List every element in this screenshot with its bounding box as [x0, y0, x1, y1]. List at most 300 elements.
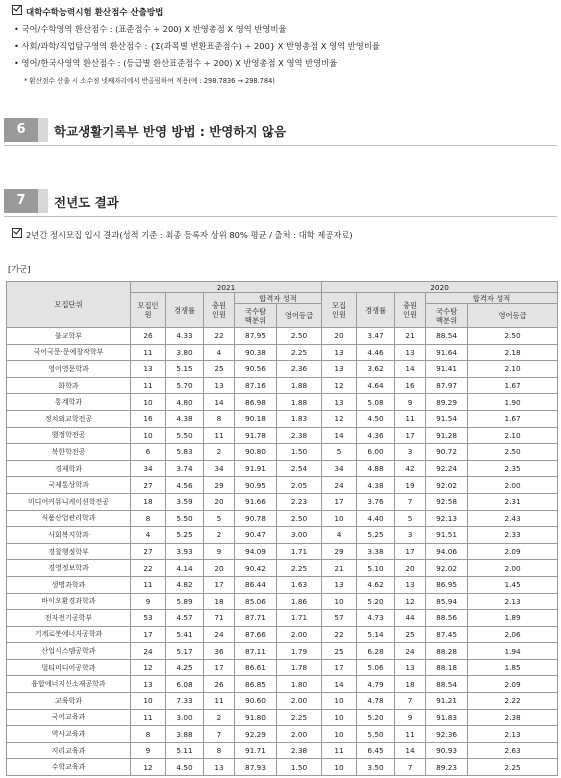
table-row — [7, 527, 558, 544]
formula-bullet-1: • 국어/수학영역 환산점수 : (표준점수 ÷ 200) X 반영총점 X 영역 반영비율 — [14, 24, 287, 34]
value-cell: 1.50 — [277, 759, 322, 776]
value-cell: 24 — [395, 643, 426, 660]
value-cell: 5.15 — [166, 361, 204, 378]
value-cell: 4.64 — [357, 377, 395, 394]
value-cell: 22 — [204, 328, 235, 345]
unit-name-cell: 역사교육과 — [7, 726, 131, 743]
value-cell: 92.02 — [426, 560, 468, 577]
unit-name-cell: 지리교육과 — [7, 742, 131, 759]
value-cell: 17 — [131, 626, 166, 643]
unit-name-cell: 불교학부 — [7, 328, 131, 345]
value-cell: 4.88 — [357, 460, 395, 477]
results-note — [12, 228, 353, 241]
value-cell: 13 — [395, 659, 426, 676]
value-cell: 18 — [131, 493, 166, 510]
value-cell: 88.28 — [426, 643, 468, 660]
value-cell: 87.66 — [235, 626, 277, 643]
value-cell: 11 — [204, 427, 235, 444]
value-cell: 5 — [322, 444, 357, 461]
value-cell: 10 — [322, 709, 357, 726]
unit-name-cell: 미디어커뮤니케이션학전공 — [7, 493, 131, 510]
value-cell: 4.25 — [166, 659, 204, 676]
value-cell: 91.64 — [426, 344, 468, 361]
unit-name-cell: 바이오환경과학과 — [7, 593, 131, 610]
unit-name-cell: 기계로봇에너지공학과 — [7, 626, 131, 643]
value-cell: 11 — [204, 693, 235, 710]
value-cell: 2.00 — [468, 477, 558, 494]
value-cell: 90.47 — [235, 527, 277, 544]
value-cell: 25 — [322, 643, 357, 660]
unit-name-cell: 수학교육과 — [7, 759, 131, 776]
value-cell: 6.08 — [166, 676, 204, 693]
value-cell: 2 — [204, 709, 235, 726]
value-cell: 88.54 — [426, 676, 468, 693]
value-cell: 90.60 — [235, 693, 277, 710]
value-cell: 6.45 — [357, 742, 395, 759]
value-cell: 13 — [395, 344, 426, 361]
value-cell: 34 — [131, 460, 166, 477]
value-cell: 26 — [131, 328, 166, 345]
value-cell: 2.33 — [468, 527, 558, 544]
value-cell: 87.45 — [426, 626, 468, 643]
value-cell: 3.38 — [357, 543, 395, 560]
value-cell: 1.88 — [277, 394, 322, 411]
value-cell: 91.80 — [235, 709, 277, 726]
value-cell: 13 — [131, 676, 166, 693]
value-cell: 4.78 — [357, 693, 395, 710]
value-cell: 5.14 — [357, 626, 395, 643]
value-cell: 2.54 — [277, 460, 322, 477]
value-cell: 1.88 — [277, 377, 322, 394]
value-cell: 11 — [395, 410, 426, 427]
header-ratio: 경쟁률 — [357, 293, 395, 328]
value-cell: 17 — [322, 659, 357, 676]
value-cell: 87.16 — [235, 377, 277, 394]
value-cell: 94.09 — [235, 543, 277, 560]
value-cell: 87.93 — [235, 759, 277, 776]
value-cell: 10 — [131, 693, 166, 710]
unit-name-cell: 경영정보학과 — [7, 560, 131, 577]
value-cell: 44 — [395, 610, 426, 627]
unit-name-cell: 북한학전공 — [7, 444, 131, 461]
value-cell: 1.83 — [277, 410, 322, 427]
unit-name-cell: 교육학과 — [7, 693, 131, 710]
section-title: 전년도 결과 — [54, 195, 119, 210]
value-cell: 2.23 — [277, 493, 322, 510]
value-cell: 13 — [322, 361, 357, 378]
value-cell: 89.23 — [426, 759, 468, 776]
header-quota: 모집 인원 — [322, 293, 357, 328]
value-cell: 8 — [131, 510, 166, 527]
table-row — [7, 477, 558, 494]
value-cell: 11 — [131, 344, 166, 361]
value-cell: 20 — [395, 560, 426, 577]
value-cell: 2.06 — [468, 626, 558, 643]
value-cell: 2.38 — [468, 709, 558, 726]
value-cell: 13 — [204, 759, 235, 776]
value-cell: 5.25 — [357, 527, 395, 544]
admission-heading — [12, 5, 163, 18]
value-cell: 92.13 — [426, 510, 468, 527]
value-cell: 12 — [395, 593, 426, 610]
header-english: 영어등급 — [277, 304, 322, 328]
value-cell: 90.72 — [426, 444, 468, 461]
formula-bullet-3: • 영어/한국사영역 환산점수 : (등급별 환산표준점수 ÷ 200) X 반영총점 X 영역 반영비율 — [14, 58, 338, 68]
value-cell: 91.54 — [426, 410, 468, 427]
value-cell: 86.61 — [235, 659, 277, 676]
value-cell: 91.41 — [426, 361, 468, 378]
value-cell: 9 — [395, 394, 426, 411]
value-cell: 71 — [204, 610, 235, 627]
value-cell: 1.89 — [468, 610, 558, 627]
unit-name-cell: 식품산업관리학과 — [7, 510, 131, 527]
value-cell: 3.50 — [357, 759, 395, 776]
value-cell: 19 — [395, 477, 426, 494]
value-cell: 90.78 — [235, 510, 277, 527]
header-unit: 모집단위 — [7, 282, 131, 328]
value-cell: 8 — [204, 410, 235, 427]
value-cell: 1.86 — [277, 593, 322, 610]
value-cell: 2.10 — [468, 427, 558, 444]
formula-bullet-2: • 사회/과학/직업탐구영역 환산점수 : {Σ(과목별 변환표준점수) ÷ 200} X 반영총점 X 영역 반영비율 — [14, 41, 380, 51]
value-cell: 91.78 — [235, 427, 277, 444]
value-cell: 13 — [322, 344, 357, 361]
value-cell: 4.14 — [166, 560, 204, 577]
header-score-group: 합격자 성적 — [426, 293, 558, 304]
value-cell: 14 — [204, 394, 235, 411]
checkbox-icon — [12, 228, 22, 238]
value-cell: 4.46 — [357, 344, 395, 361]
table-row — [7, 709, 558, 726]
unit-name-cell: 생명과학과 — [7, 576, 131, 593]
value-cell: 4.38 — [357, 477, 395, 494]
value-cell: 7 — [395, 493, 426, 510]
value-cell: 4 — [204, 344, 235, 361]
value-cell: 6.28 — [357, 643, 395, 660]
value-cell: 12 — [131, 659, 166, 676]
header-percentile: 국수탐 백분위 — [235, 304, 277, 328]
table-row — [7, 676, 558, 693]
value-cell: 94.06 — [426, 543, 468, 560]
value-cell: 11 — [131, 576, 166, 593]
value-cell: 6 — [131, 444, 166, 461]
value-cell: 2.50 — [277, 510, 322, 527]
value-cell: 1.71 — [277, 610, 322, 627]
value-cell: 1.67 — [468, 410, 558, 427]
value-cell: 3.59 — [166, 493, 204, 510]
value-cell: 20 — [204, 493, 235, 510]
value-cell: 7 — [395, 759, 426, 776]
value-cell: 91.66 — [235, 493, 277, 510]
table-row — [7, 328, 558, 345]
value-cell: 4.79 — [357, 676, 395, 693]
value-cell: 5.89 — [166, 593, 204, 610]
value-cell: 5.20 — [357, 709, 395, 726]
value-cell: 88.18 — [426, 659, 468, 676]
value-cell: 87.95 — [235, 328, 277, 345]
section-accent-bar — [38, 189, 48, 213]
value-cell: 4.36 — [357, 427, 395, 444]
value-cell: 29 — [322, 543, 357, 560]
value-cell: 17 — [395, 543, 426, 560]
value-cell: 12 — [131, 759, 166, 776]
value-cell: 14 — [322, 676, 357, 693]
table-row — [7, 659, 558, 676]
value-cell: 90.56 — [235, 361, 277, 378]
value-cell: 14 — [395, 742, 426, 759]
value-cell: 92.02 — [426, 477, 468, 494]
value-cell: 13 — [131, 361, 166, 378]
table-row — [7, 560, 558, 577]
table-row — [7, 543, 558, 560]
value-cell: 2.50 — [277, 328, 322, 345]
value-cell: 11 — [131, 709, 166, 726]
value-cell: 12 — [322, 410, 357, 427]
value-cell: 5.50 — [166, 510, 204, 527]
value-cell: 26 — [204, 676, 235, 693]
value-cell: 4.82 — [166, 576, 204, 593]
table-row — [7, 344, 558, 361]
table-row — [7, 427, 558, 444]
value-cell: 1.94 — [468, 643, 558, 660]
section-accent-bar — [38, 118, 48, 142]
results-body — [7, 328, 558, 776]
table-row — [7, 742, 558, 759]
header-quota: 모집인 원 — [131, 293, 166, 328]
value-cell: 2.43 — [468, 510, 558, 527]
value-cell: 90.38 — [235, 344, 277, 361]
value-cell: 5.50 — [166, 427, 204, 444]
value-cell: 10 — [322, 510, 357, 527]
rounding-note: * 환산점수 산출 시 소수점 넷째자리에서 반올림하여 적용(예 : 298.7836 → 298.784) — [24, 77, 275, 85]
value-cell: 3.47 — [357, 328, 395, 345]
checkbox-icon — [12, 5, 22, 15]
table-row — [7, 610, 558, 627]
value-cell: 2.13 — [468, 593, 558, 610]
value-cell: 24 — [322, 477, 357, 494]
value-cell: 5.10 — [357, 560, 395, 577]
value-cell: 12 — [322, 377, 357, 394]
value-cell: 90.95 — [235, 477, 277, 494]
section-6-header — [4, 118, 557, 146]
value-cell: 4 — [322, 527, 357, 544]
value-cell: 2 — [204, 444, 235, 461]
unit-name-cell: 산업시스템공학과 — [7, 643, 131, 660]
value-cell: 1.63 — [277, 576, 322, 593]
table-row — [7, 643, 558, 660]
value-cell: 2.63 — [468, 742, 558, 759]
value-cell: 3 — [395, 527, 426, 544]
value-cell: 3.80 — [166, 344, 204, 361]
value-cell: 17 — [204, 659, 235, 676]
value-cell: 17 — [322, 493, 357, 510]
value-cell: 13 — [204, 377, 235, 394]
value-cell: 5 — [204, 510, 235, 527]
value-cell: 18 — [204, 593, 235, 610]
value-cell: 9 — [395, 709, 426, 726]
value-cell: 2.22 — [468, 693, 558, 710]
header-score-group: 합격자 성적 — [235, 293, 322, 304]
value-cell: 9 — [204, 543, 235, 560]
value-cell: 42 — [395, 460, 426, 477]
unit-name-cell: 국어교육과 — [7, 709, 131, 726]
header-english: 영어등급 — [468, 304, 558, 328]
value-cell: 36 — [204, 643, 235, 660]
table-row — [7, 394, 558, 411]
value-cell: 4 — [131, 527, 166, 544]
value-cell: 4.40 — [357, 510, 395, 527]
value-cell: 88.54 — [426, 328, 468, 345]
value-cell: 4.62 — [357, 576, 395, 593]
value-cell: 1.50 — [277, 444, 322, 461]
value-cell: 91.28 — [426, 427, 468, 444]
value-cell: 34 — [322, 460, 357, 477]
value-cell: 6.00 — [357, 444, 395, 461]
value-cell: 10 — [131, 394, 166, 411]
value-cell: 5.08 — [357, 394, 395, 411]
value-cell: 2.25 — [277, 709, 322, 726]
group-label: [가군] — [8, 264, 31, 274]
value-cell: 10 — [322, 726, 357, 743]
value-cell: 5.20 — [357, 593, 395, 610]
value-cell: 4.56 — [166, 477, 204, 494]
header-ratio: 경쟁률 — [166, 293, 204, 328]
value-cell: 3.00 — [277, 527, 322, 544]
value-cell: 2.00 — [277, 626, 322, 643]
section-number: 7 — [4, 189, 38, 213]
value-cell: 11 — [131, 377, 166, 394]
value-cell: 21 — [322, 560, 357, 577]
table-row — [7, 444, 558, 461]
value-cell: 5.11 — [166, 742, 204, 759]
value-cell: 91.91 — [235, 460, 277, 477]
value-cell: 10 — [131, 427, 166, 444]
value-cell: 34 — [204, 460, 235, 477]
value-cell: 4.73 — [357, 610, 395, 627]
table-row — [7, 576, 558, 593]
value-cell: 2.00 — [277, 693, 322, 710]
value-cell: 11 — [395, 726, 426, 743]
section-number: 6 — [4, 118, 38, 142]
value-cell: 20 — [204, 560, 235, 577]
table-row — [7, 759, 558, 776]
value-cell: 53 — [131, 610, 166, 627]
value-cell: 92.58 — [426, 493, 468, 510]
value-cell: 1.78 — [277, 659, 322, 676]
value-cell: 4.80 — [166, 394, 204, 411]
unit-name-cell: 융합에너지신소재공학과 — [7, 676, 131, 693]
header-extra: 충원 인원 — [395, 293, 426, 328]
value-cell: 2.13 — [468, 726, 558, 743]
value-cell: 5.25 — [166, 527, 204, 544]
value-cell: 24 — [204, 626, 235, 643]
value-cell: 25 — [395, 626, 426, 643]
value-cell: 2.25 — [468, 759, 558, 776]
table-row — [7, 693, 558, 710]
value-cell: 2.38 — [277, 427, 322, 444]
value-cell: 1.71 — [277, 543, 322, 560]
value-cell: 3.74 — [166, 460, 204, 477]
value-cell: 5.41 — [166, 626, 204, 643]
value-cell: 2.25 — [277, 344, 322, 361]
value-cell: 16 — [131, 410, 166, 427]
header-year-2021: 2021 — [131, 282, 322, 293]
value-cell: 3.88 — [166, 726, 204, 743]
section-divider — [4, 145, 557, 146]
value-cell: 2.00 — [468, 560, 558, 577]
value-cell: 57 — [322, 610, 357, 627]
admission-heading-text: 대학수학능력시험 환산점수 산출방법 — [26, 8, 164, 18]
value-cell: 7.33 — [166, 693, 204, 710]
value-cell: 2.09 — [468, 676, 558, 693]
table-row — [7, 626, 558, 643]
unit-name-cell: 사회복지학과 — [7, 527, 131, 544]
table-row — [7, 593, 558, 610]
value-cell: 21 — [395, 328, 426, 345]
value-cell: 2.35 — [468, 460, 558, 477]
value-cell: 2.50 — [468, 328, 558, 345]
table-row — [7, 361, 558, 378]
value-cell: 2.50 — [468, 444, 558, 461]
value-cell: 7 — [395, 693, 426, 710]
unit-name-cell: 멀티미디어공학과 — [7, 659, 131, 676]
value-cell: 5.06 — [357, 659, 395, 676]
value-cell: 5.50 — [357, 726, 395, 743]
value-cell: 92.24 — [426, 460, 468, 477]
value-cell: 90.93 — [426, 742, 468, 759]
value-cell: 9 — [131, 593, 166, 610]
value-cell: 14 — [395, 361, 426, 378]
value-cell: 2.05 — [277, 477, 322, 494]
value-cell: 27 — [131, 477, 166, 494]
value-cell: 87.97 — [426, 377, 468, 394]
value-cell: 8 — [204, 742, 235, 759]
unit-name-cell: 통계학과 — [7, 394, 131, 411]
value-cell: 92.36 — [426, 726, 468, 743]
value-cell: 5 — [395, 510, 426, 527]
table-row — [7, 510, 558, 527]
unit-name-cell: 화학과 — [7, 377, 131, 394]
value-cell: 3.93 — [166, 543, 204, 560]
value-cell: 20 — [322, 328, 357, 345]
value-cell: 11 — [322, 742, 357, 759]
results-note-text: 2년간 정시모집 입시 결과(성적 기준 : 최종 등록자 상위 80% 평균 / 출처 : 대학 제공자료) — [26, 230, 353, 240]
value-cell: 86.95 — [426, 576, 468, 593]
value-cell: 86.85 — [235, 676, 277, 693]
value-cell: 87.71 — [235, 610, 277, 627]
section-7-header — [4, 189, 557, 217]
value-cell: 2.10 — [468, 361, 558, 378]
value-cell: 1.90 — [468, 394, 558, 411]
value-cell: 13 — [395, 576, 426, 593]
value-cell: 1.79 — [277, 643, 322, 660]
value-cell: 17 — [395, 427, 426, 444]
value-cell: 4.50 — [166, 759, 204, 776]
value-cell: 86.98 — [235, 394, 277, 411]
unit-name-cell: 국제통상학과 — [7, 477, 131, 494]
unit-name-cell: 행정학전공 — [7, 427, 131, 444]
value-cell: 3.00 — [166, 709, 204, 726]
value-cell: 4.33 — [166, 328, 204, 345]
value-cell: 90.18 — [235, 410, 277, 427]
header-extra: 충원 인원 — [204, 293, 235, 328]
value-cell: 91.21 — [426, 693, 468, 710]
value-cell: 17 — [204, 576, 235, 593]
unit-name-cell: 영어영문학과 — [7, 361, 131, 378]
table-row — [7, 460, 558, 477]
unit-name-cell: 국어국문·문예창작학부 — [7, 344, 131, 361]
value-cell: 1.85 — [468, 659, 558, 676]
